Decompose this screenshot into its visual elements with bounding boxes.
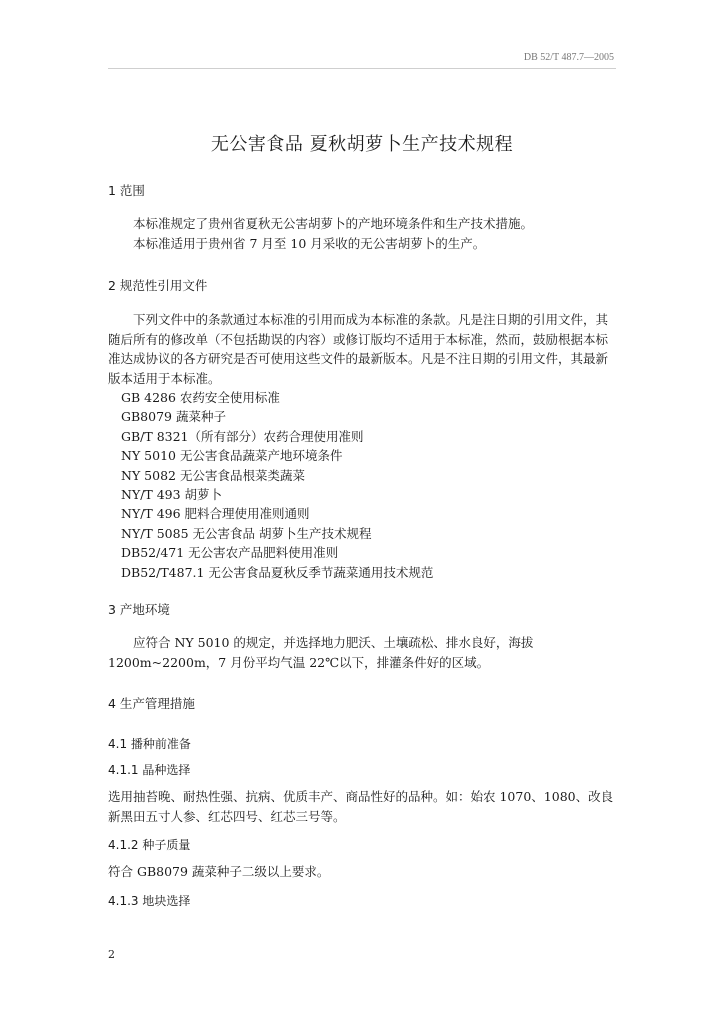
section-4-1-heading: 4.1 播种前准备 — [108, 737, 191, 751]
section-4-1-2-heading: 4.1.2 种子质量 — [108, 838, 191, 852]
section-1-heading: 1 范围 — [108, 183, 145, 198]
references-intro: 下列文件中的条款通过本标准的引用而成为本标准的条款。凡是注日期的引用文件，其随后所有的修改单（不包括勘误的内容）或修订版均不适用于本标准，然而，鼓励根据本标准达成协议的各方研究是否可使用这些文件的最新版本。凡是不注日期的引用文件，其最新版本适用于本标准。 — [108, 312, 609, 386]
reference-item: GB/T 8321（所有部分）农药合理使用准则 — [121, 428, 364, 444]
section-2-heading: 2 规范性引用文件 — [108, 278, 208, 293]
standard-code: DB 52/T 487.7—2005 — [523, 52, 614, 63]
reference-item: NY 5010 无公害食品蔬菜产地环境条件 — [121, 448, 343, 464]
section-3-heading: 3 产地环境 — [108, 602, 170, 617]
reference-item: DB52/471 无公害农产品肥料使用准则 — [121, 545, 339, 561]
reference-item: NY 5082 无公害食品根菜类蔬菜 — [121, 467, 305, 483]
section-4-1-1-heading: 4.1.1 晶种选择 — [108, 763, 191, 777]
section-4-heading: 4 生产管理措施 — [108, 696, 195, 711]
reference-item: GB 4286 农药安全使用标准 — [121, 390, 280, 405]
environment-paragraph: 应符合 NY 5010 的规定，并选择地力肥沃、土壤疏松、排水良好，海拔 1200m~2200m，7 月份平均气温 22℃以下，排灌条件好的区域。 — [108, 635, 534, 670]
variety-selection-paragraph: 选用抽苔晚、耐热性强、抗病、优质丰产、商品性好的品种。如：始农 1070、1080、改良新黑田五寸人参、红芯四号、红芯三号等。 — [108, 789, 614, 824]
scope-paragraph-1: 本标准规定了贵州省夏秋无公害胡萝卜的产地环境条件和生产技术措施。 — [133, 216, 534, 231]
scope-paragraph-2: 本标准适用于贵州省 7 月至 10 月采收的无公害胡萝卜的生产。 — [133, 236, 486, 251]
seed-quality-paragraph: 符合 GB8079 蔬菜种子二级以上要求。 — [108, 864, 330, 879]
reference-item: NY/T 5085 无公害食品 胡萝卜生产技术规程 — [121, 525, 372, 541]
section-4-1-3-heading: 4.1.3 地块选择 — [108, 894, 191, 908]
document-title: 无公害食品 夏秋胡萝卜生产技术规程 — [210, 134, 514, 155]
reference-list — [121, 388, 433, 582]
reference-item: GB8079 蔬菜种子 — [121, 409, 226, 425]
reference-item: NY/T 496 肥料合理使用准则通则 — [121, 506, 310, 522]
header-rule — [108, 68, 616, 69]
page-number: 2 — [108, 948, 115, 961]
reference-item: DB52/T487.1 无公害食品夏秋反季节蔬菜通用技术规范 — [121, 564, 434, 580]
reference-item: NY/T 493 胡萝卜 — [121, 487, 223, 503]
